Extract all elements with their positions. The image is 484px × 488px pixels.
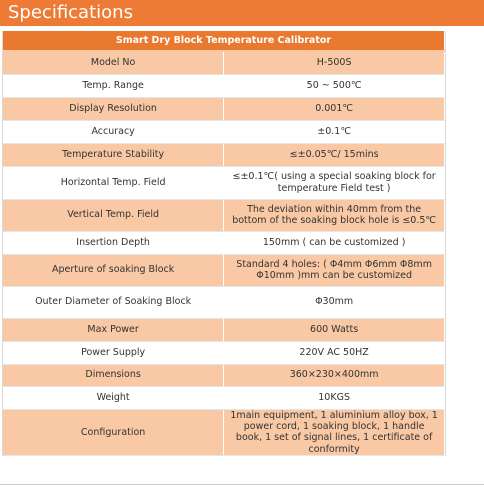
spec-label: Insertion Depth: [3, 231, 224, 254]
spec-label: Temperature Stability: [3, 143, 224, 166]
spec-row: [3, 97, 445, 120]
spec-value: 150mm ( can be customized ): [224, 231, 445, 254]
spec-row: [3, 74, 445, 97]
spec-label: Vertical Temp. Field: [3, 199, 224, 231]
spec-row: [3, 341, 445, 364]
spec-label: Dimensions: [3, 364, 224, 386]
spec-row: [3, 318, 445, 341]
spec-label: Configuration: [3, 409, 224, 456]
spec-label: Power Supply: [3, 341, 224, 364]
spec-value: 600 Watts: [224, 318, 445, 341]
spec-row: [3, 51, 445, 74]
spec-value: 360×230×400mm: [224, 364, 445, 386]
spec-table-header: Smart Dry Block Temperature Calibrator: [3, 31, 445, 51]
spec-table-header-row: [3, 31, 445, 51]
spec-row: [3, 409, 445, 456]
spec-label: Horizontal Temp. Field: [3, 166, 224, 199]
spec-label: Model No: [3, 51, 224, 74]
spec-value: 1main equipment, 1 aluminium alloy box, 1 power cord, 1 soaking block, 1 handle book, 1 set of signal lines, 1 certificate of conformity: [224, 409, 445, 456]
spec-value: H-500S: [224, 51, 445, 74]
spec-value: The deviation within 40mm from the bottom of the soaking block hole is ≤0.5℃: [224, 199, 445, 231]
spec-value: ≤±0.1℃( using a special soaking block for temperature Field test ): [224, 166, 445, 199]
spec-value: 50 ~ 500℃: [224, 74, 445, 97]
spec-row: [3, 166, 445, 199]
spec-value: Φ30mm: [224, 286, 445, 318]
section-title: Specifications: [8, 2, 133, 23]
spec-label: Max Power: [3, 318, 224, 341]
spec-label: Aperture of soaking Block: [3, 254, 224, 286]
spec-label: Outer Diameter of Soaking Block: [3, 286, 224, 318]
spec-row: [3, 143, 445, 166]
spec-value: ±0.1℃: [224, 120, 445, 143]
bottom-divider: [0, 484, 484, 485]
spec-value: 220V AC 50HZ: [224, 341, 445, 364]
spec-value: Standard 4 holes: ( Φ4mm Φ6mm Φ8mm Φ10mm )mm can be customized: [224, 254, 445, 286]
spec-row: [3, 286, 445, 318]
spec-row: [3, 386, 445, 409]
spec-label: Weight: [3, 386, 224, 409]
spec-value: 10KGS: [224, 386, 445, 409]
section-title-bar: [0, 0, 484, 26]
spec-row: [3, 364, 445, 386]
spec-table-container: [2, 31, 446, 456]
spec-row: [3, 231, 445, 254]
spec-row: [3, 254, 445, 286]
spec-value: ≤±0.05℃/ 15mins: [224, 143, 445, 166]
spec-value: 0.001℃: [224, 97, 445, 120]
spec-table: [3, 31, 445, 456]
spec-label: Temp. Range: [3, 74, 224, 97]
spec-row: [3, 120, 445, 143]
spec-label: Display Resolution: [3, 97, 224, 120]
spec-label: Accuracy: [3, 120, 224, 143]
spec-row: [3, 199, 445, 231]
